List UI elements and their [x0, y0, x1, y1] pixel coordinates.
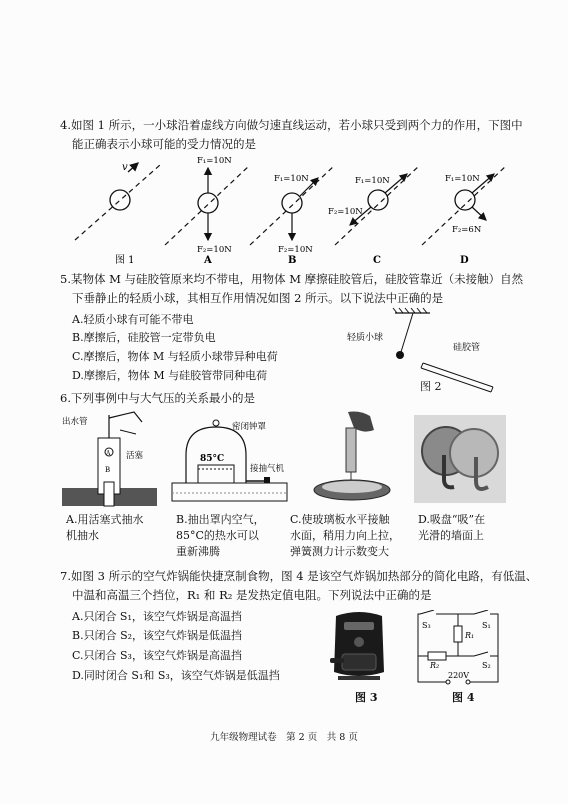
- figD-force-down: [472, 207, 486, 220]
- glass-plate: [322, 481, 382, 493]
- caption-A: A: [204, 255, 212, 265]
- pump-handle: [109, 412, 142, 422]
- spring-scale: [346, 428, 356, 472]
- q6-fig-c: [308, 410, 403, 510]
- q6-option-a: A.用活塞式抽水 机抽水: [66, 513, 144, 542]
- q6-option-d: D.吸盘“吸”在 光滑的墙面上: [418, 513, 486, 542]
- figA: [165, 156, 250, 255]
- pump-pipe: [104, 482, 114, 506]
- q7-fig3-air-fryer: [328, 610, 390, 690]
- q6-option-b: B.抽出罩内空气， 85°C的热水可以 重新沸腾: [176, 513, 265, 558]
- caption-D: D: [460, 255, 469, 265]
- caption-fig4: 图 4: [452, 691, 475, 704]
- label-s2: S₂: [482, 661, 491, 670]
- figB-ball: [282, 193, 302, 213]
- jar-knob: [213, 420, 219, 426]
- q5-stem-line2: 下垂静止的轻质小球，其相互作用情况如图 2 所示。以下说法中正确的是: [72, 291, 444, 305]
- figA-ball: [198, 193, 218, 213]
- q6-fig-a: [62, 410, 157, 510]
- q7-option-c: C.只闭合 S₃，该空气炸锅是高温挡: [72, 649, 242, 662]
- fig1-v-label: v: [122, 162, 128, 173]
- fryer-basket: [342, 654, 376, 670]
- q5-option-b: B.摩擦后，硅胶管一定带负电: [72, 331, 216, 344]
- figB: [250, 165, 335, 255]
- q7-stem-line1: 7.如图 3 所示的空气炸锅能快捷烹制食物，图 4 是该空气炸锅加热部分的简化电路，有低温、: [60, 569, 538, 583]
- q4-stem-line2: 能正确表示小球可能的受力情况的是: [72, 137, 256, 151]
- fryer-base: [338, 676, 380, 680]
- fig1-velocity-arrow: [128, 163, 138, 172]
- q4-figures: [60, 150, 520, 265]
- label-outlet: 出水管: [62, 417, 88, 427]
- q6-option-c: C.使玻璃板水平接触 水面，稍用力向上拉， 弹簧测力计示数变大: [290, 513, 400, 558]
- string: [401, 313, 413, 352]
- caption-fig1: 图 1: [115, 255, 135, 265]
- figA-f2: F₂=10N: [197, 245, 232, 255]
- fryer-display: [344, 622, 374, 630]
- q6-stem: 6.下列事例中与大气压的关系最小的是: [60, 391, 255, 405]
- caption-fig2: 图 2: [420, 380, 442, 393]
- base-plate: [172, 483, 287, 501]
- figC: [328, 165, 420, 245]
- figD-f1: F₁=10N: [445, 174, 480, 184]
- fryer-knob: [354, 637, 364, 647]
- fig1-path-line: [75, 165, 160, 240]
- pump-connector: [264, 477, 270, 483]
- outlet-spout: [120, 430, 136, 434]
- q6-fig-b: [168, 415, 293, 507]
- label-r1: R₁: [465, 631, 475, 640]
- temp-label: 85°C: [200, 454, 225, 464]
- caption-fig3: 图 3: [355, 691, 378, 704]
- resistor-r2: [428, 652, 446, 660]
- q7-option-d: D.同时闭合 S₁和 S₃，该空气炸锅是低温挡: [72, 669, 280, 682]
- fig1-ball: [110, 190, 130, 210]
- figC-f1: F₁=10N: [355, 176, 390, 186]
- q7-stem-line2: 中温和高温三个挡位，R₁ 和 R₂ 是发热定值电阻。下列说法中正确的是: [72, 588, 432, 602]
- fig1: [75, 162, 160, 240]
- valve-b-label: B: [105, 466, 111, 474]
- label-tube: 硅胶管: [453, 343, 481, 353]
- beaker: [198, 465, 234, 483]
- label-voltage: 220V: [448, 671, 470, 680]
- q7-fig4-circuit: [410, 610, 510, 690]
- figA-f1: F₁=10N: [197, 156, 232, 166]
- label-s3: S₃: [422, 621, 431, 630]
- label-piston: 活塞: [126, 451, 144, 461]
- caption-B: B: [288, 255, 297, 265]
- resistor-r1: [454, 626, 462, 642]
- valve-a-label: A: [106, 450, 111, 457]
- figD-f2: F₂=6N: [452, 225, 482, 235]
- q5-stem-line1: 5.某物体 M 与硅胶管原来均不带电，用物体 M 摩擦硅胶管后，硅胶管靠近（未接触）自然: [60, 272, 524, 286]
- q7-option-a: A.只闭合 S₁，该空气炸锅是高温挡: [72, 610, 242, 623]
- q4-stem-line1: 4.如图 1 所示，一小球沿着虚线方向做匀速直线运动，若小球只受到两个力的作用，下图中: [60, 118, 523, 132]
- ceiling-mount: [393, 308, 430, 313]
- label-s1: S₁: [482, 621, 491, 630]
- figC-f2: F₂=10N: [328, 207, 363, 217]
- label-light-ball: 轻质小球: [347, 333, 384, 343]
- q6-fig-d: [414, 415, 506, 503]
- fryer-handle: [330, 658, 344, 663]
- figD: [422, 165, 507, 245]
- q5-option-d: D.摩擦后，物体 M 与硅胶管带同种电荷: [72, 369, 268, 382]
- light-ball: [396, 351, 404, 359]
- page-footer: 九年级物理试卷 第 2 页 共 8 页: [210, 732, 358, 743]
- caption-C: C: [373, 255, 381, 265]
- label-cover: 密闭钟罩: [232, 422, 267, 432]
- label-r2: R₂: [430, 661, 440, 670]
- figB-f1: F₁=10N: [274, 174, 309, 184]
- q7-option-b: B.只闭合 S₂，该空气炸锅是低温挡: [72, 629, 243, 642]
- q5-option-a: A.轻质小球有可能不带电: [72, 313, 194, 326]
- label-pump: 接抽气机: [250, 464, 285, 474]
- figB-f2: F₂=10N: [278, 245, 313, 255]
- q5-option-c: C.摩擦后，物体 M 与轻质小球带异种电荷: [72, 350, 278, 363]
